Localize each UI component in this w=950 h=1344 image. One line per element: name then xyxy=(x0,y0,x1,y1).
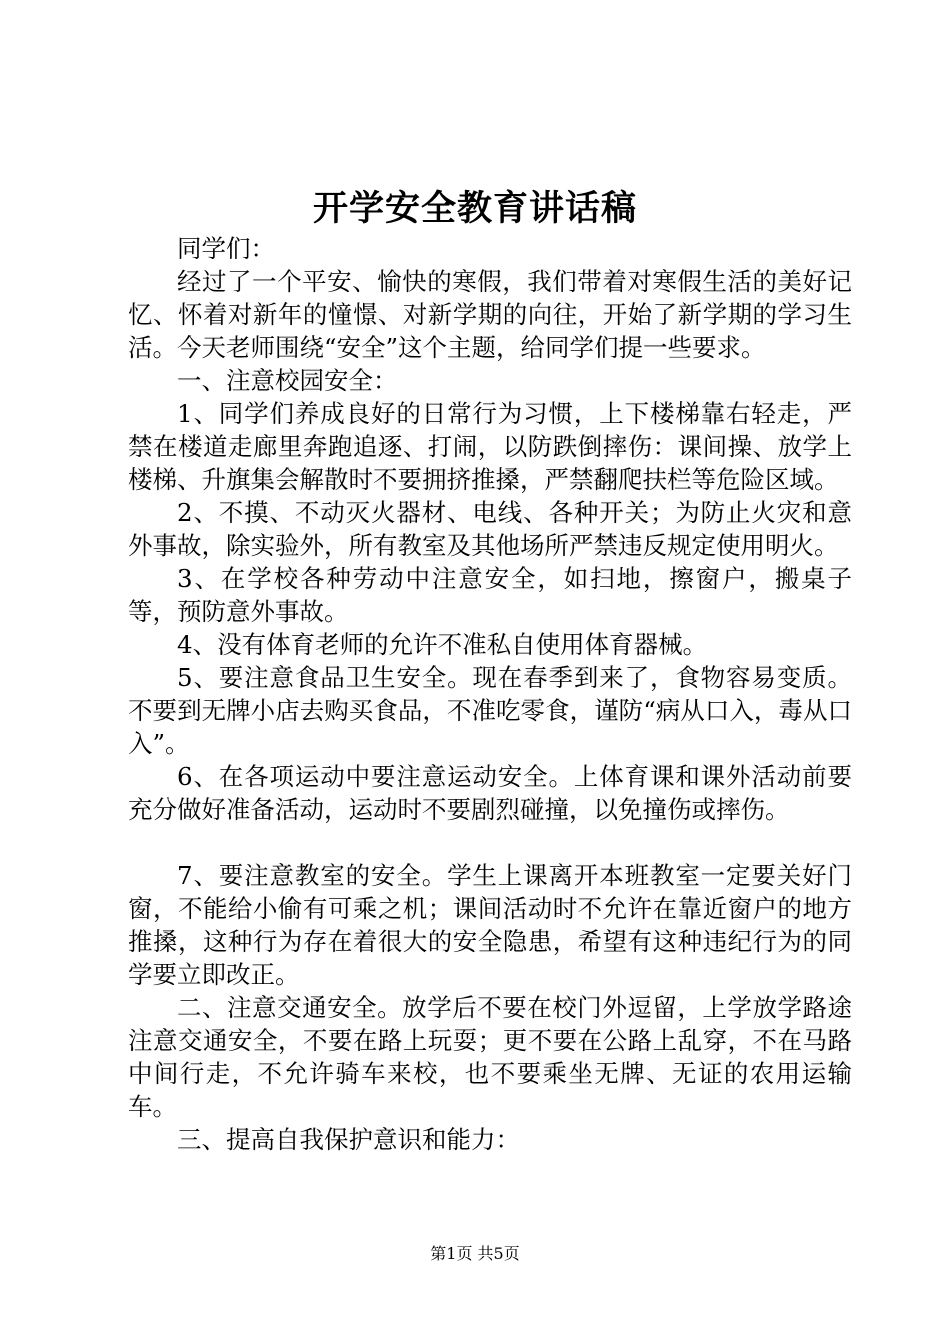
section-heading-campus-safety: 一、注意校园安全： xyxy=(177,366,398,395)
section-heading-self-protection: 三、提高自我保护意识和能力： xyxy=(177,1125,520,1154)
rule-paragraph-4: 4、没有体育老师的允许不准私自使用体育器械。 xyxy=(177,630,708,659)
intro-paragraph: 经过了一个平安、愉快的寒假，我们带着对寒假生活的美好记忆、怀着对新年的憧憬、对新学期的向往，开始了新学期的学习生活。今天老师围绕“安全”这个主题，给同学们提一些要求。 xyxy=(128,267,852,362)
section-heading-traffic-safety: 二、注意交通安全。放学后不要在校门外逗留，上学放学路途注意交通安全，不要在路上玩耍；更不要在公路上乱穿，不在马路中间行走，不允许骑车来校，也不要乘坐无牌、无证的农用运输车。 xyxy=(128,993,852,1121)
rule-paragraph-1: 1、同学们养成良好的日常行为习惯，上下楼梯靠右轻走，严禁在楼道走廊里奔跑追逐、打闹，以防跌倒摔伤：课间操、放学上楼梯、升旗集会解散时不要拥挤推搡，严禁翻爬扶栏等危险区域。 xyxy=(128,399,852,494)
rule-paragraph-5: 5、要注意食品卫生安全。现在春季到来了，食物容易变质。不要到无牌小店去购买食品，不准吃零食，谨防“病从口入，毒从口入”。 xyxy=(128,663,852,758)
document-title: 开学安全教育讲话稿 xyxy=(312,188,637,229)
document-body xyxy=(128,232,852,1156)
rule-paragraph-7: 7、要注意教室的安全。学生上课离开本班教室一定要关好门窗，不能给小偷有可乘之机；课间活动时不允许在靠近窗户的地方推搡，这种行为存在着很大的安全隐患，希望有这种违纪行为的同学要立即改正。 xyxy=(128,861,852,989)
rule-paragraph-6: 6、在各项运动中要注意运动安全。上体育课和课外活动前要充分做好准备活动，运动时不要剧烈碰撞，以免撞伤或摔伤。 xyxy=(128,762,852,824)
rule-paragraph-3: 3、在学校各种劳动中注意安全，如扫地，擦窗户，搬桌子等，预防意外事故。 xyxy=(128,564,852,626)
salutation-paragraph: 同学们： xyxy=(177,234,275,263)
rule-paragraph-2: 2、不摸、不动灭火器材、电线、各种开关；为防止火灾和意外事故，除实验外，所有教室及其他场所严禁违反规定使用明火。 xyxy=(128,498,852,560)
page-number-footer: 第1页 共5页 xyxy=(430,1244,520,1263)
